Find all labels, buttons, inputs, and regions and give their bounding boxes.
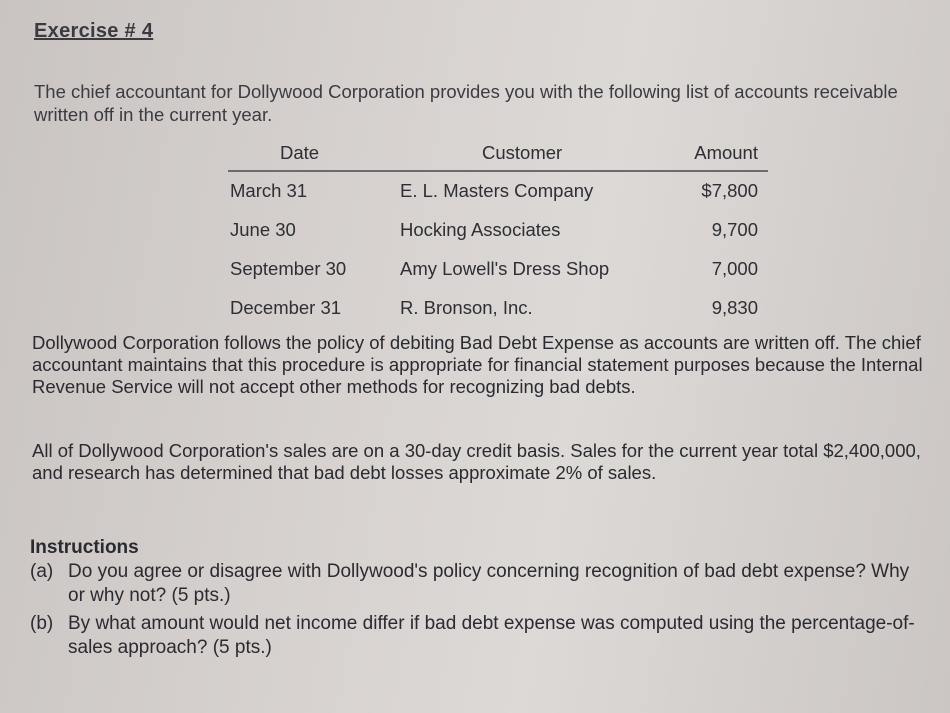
row-customer: Amy Lowell's Dress Shop <box>400 258 610 279</box>
sales-paragraph: All of Dollywood Corporation's sales are on a 30-day credit basis. Sales for the current year total $2,400,000, and research has determined that bad debt losses approximate 2% of sales. <box>32 440 921 483</box>
writeoff-table <box>228 138 768 328</box>
row-customer: Hocking Associates <box>400 219 561 240</box>
header-date: Date <box>280 142 320 163</box>
table-row <box>228 172 768 211</box>
question-label: (b) <box>30 613 54 634</box>
table-row <box>228 211 768 250</box>
header-customer: Customer <box>482 142 563 163</box>
row-amount: 9,830 <box>711 297 758 318</box>
question-text: Do you agree or disagree with Dollywood's policy concerning recognition of bad debt expense? Why or why not? (5 pts.) <box>68 561 910 606</box>
row-date: December 31 <box>230 297 342 318</box>
question-b <box>30 612 930 660</box>
header-amount: Amount <box>694 142 758 163</box>
question-text: By what amount would net income differ if bad debt expense was computed using the percentage-of-sales approach? (5 pts.) <box>68 613 915 658</box>
table-row <box>228 250 768 289</box>
row-amount: 9,700 <box>711 219 758 240</box>
policy-paragraph: Dollywood Corporation follows the policy of debiting Bad Debt Expense as accounts are written off. The chief accountant maintains that this procedure is appropriate for financial statement purposes because the Internal Revenue Service will not accept other methods for recognizing bad debts. <box>32 332 923 397</box>
row-customer: R. Bronson, Inc. <box>400 297 533 318</box>
question-a <box>30 560 930 608</box>
table-row <box>228 289 768 328</box>
row-date: June 30 <box>230 219 296 240</box>
table-header <box>228 138 768 172</box>
row-customer: E. L. Masters Company <box>400 180 594 201</box>
row-amount: 7,000 <box>711 258 758 279</box>
intro-text: The chief accountant for Dollywood Corporation provides you with the following list of accounts receivable written off in the current year. <box>34 81 898 125</box>
exercise-title: Exercise # 4 <box>34 20 154 42</box>
row-date: September 30 <box>230 258 347 279</box>
row-date: March 31 <box>230 180 308 201</box>
question-label: (a) <box>30 561 54 582</box>
row-amount: $7,800 <box>701 180 758 201</box>
instructions-heading: Instructions <box>30 537 139 558</box>
